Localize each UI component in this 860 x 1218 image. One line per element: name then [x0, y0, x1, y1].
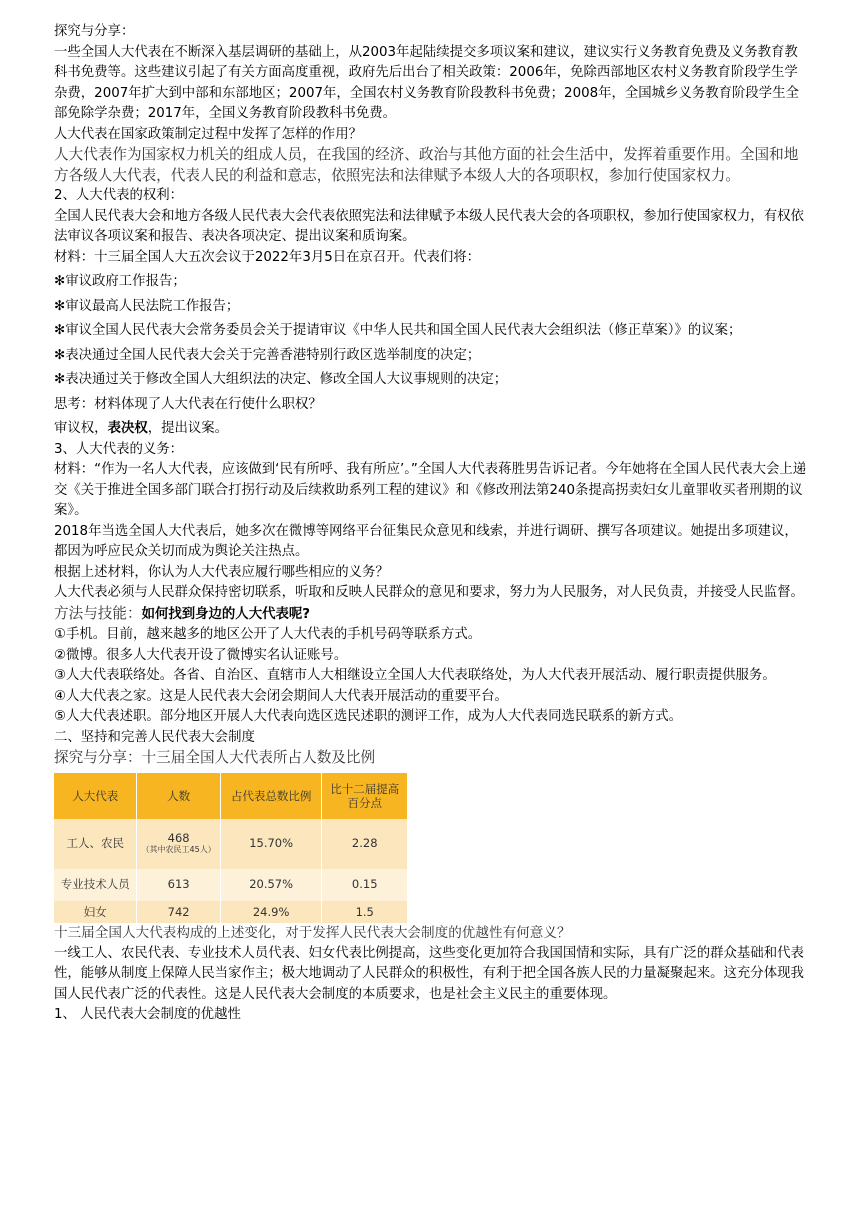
section-two-heading: 二、坚持和完善人民代表大会制度 — [54, 729, 255, 745]
methods-heading — [54, 604, 810, 626]
advantages-subheading: 1、 人民代表大会制度的优越性 — [54, 1007, 241, 1022]
duties-question: 根据上述材料，你认为人大代表应履行哪些相应的义务？ — [54, 564, 389, 580]
methods-label: 方法与技能： — [54, 604, 142, 622]
column-header: 人数 — [137, 773, 220, 819]
duties-heading: 3、人大代表的义务： — [54, 441, 184, 457]
cell-increase: 2.28 — [322, 819, 408, 869]
cell-count — [137, 819, 220, 869]
cell-ratio: 15.70% — [220, 819, 322, 869]
representatives-table — [54, 773, 408, 924]
cell-increase: 0.15 — [322, 869, 408, 901]
cell-count: 742 — [137, 901, 220, 924]
agenda-item: ✻表决通过全国人民代表大会关于完善香港特别行政区选举制度的决定； — [54, 347, 481, 363]
table-row — [54, 901, 408, 924]
cell-name: 工人、农民 — [54, 819, 137, 869]
table-caption: 探究与分享：十三届全国人大代表所占人数及比例 — [54, 749, 376, 766]
role-answer: 人大代表作为国家权力机关的组成人员，在我国的经济、政治与其他方面的社会生活中，发挥着重要作用。全国和地方各级人大代表，代表人民的利益和意志，依照宪法和法律赋予本级人大的各项职权，参加行使国家权力。 — [54, 146, 799, 184]
method-item: ③人大代表联络处。各省、自治区、直辖市人大相继设立全国人大代表联络处，为人大代表开展活动、履行职责提供服务。 — [54, 668, 776, 683]
composition-question: 十三届全国人大代表构成的上述变化，对于发挥人民代表大会制度的优越性有何意义？ — [54, 925, 571, 941]
count-note: （其中农民工45人） — [141, 845, 216, 854]
rights-answer — [54, 419, 810, 440]
method-item: ⑤人大代表述职。部分地区开展人大代表向选区选民述职的测评工作，成为人大代表同选民联系的新方式。 — [54, 709, 682, 724]
agenda-item: ✻审议全国人民代表大会常务委员会关于提请审议《中华人民共和国全国人民代表大会组织法（修正草案）》的议案； — [54, 323, 742, 338]
duties-answer: 人大代表必须与人民群众保持密切联系，听取和反映人民群众的意见和要求，努力为人民服务，对人民负责，并接受人民监督。 — [54, 585, 804, 600]
duties-paragraph: 2018年当选全国人大代表后，她多次在微博等网络平台征集民众意见和线索，并进行调研、撰写各项建议。她提出多项建议，都因为呼应民众关切而成为舆论关注热点。 — [54, 523, 798, 559]
answer-part: 审议权， — [54, 421, 108, 436]
agenda-item: ✻审议政府工作报告； — [54, 274, 186, 289]
think-question: 思考：材料体现了人大代表在行使什么职权？ — [54, 396, 322, 412]
education-policy-paragraph: 一些全国人大代表在不断深入基层调研的基础上，从2003年起陆续提交多项议案和建议，建议实行义务教育免费及义务教育教科书免费等。这些建议引起了有关方面高度重视，政府先后出台了相关政策：2006年，免除西部地区农村义务教育阶段学生学杂费，2007年扩大到中部和东部地区；2007年，全国农村义务教育阶段教科书免费；2008年，全国城乡义务教育阶段学生全部免除学杂费；2017年，全国义务教育阶段教科书免费。 — [54, 44, 799, 121]
npc-session-material: 材料：十三届全国人大五次会议于2022年3月5日在京召开。代表们将： — [54, 249, 481, 265]
composition-answer: 一线工人、农民代表、专业技术人员代表、妇女代表比例提高，这些变化更加符合我国国情和实际，具有广泛的群众基础和代表性，能够从制度上保障人民当家作主；极大地调动了人民群众的积极性，有利于把全国各族人民的力量凝聚起来。这充分体现我国人民代表广泛的代表性。这是人民代表大会制度的本质要求，也是社会主义民主的重要体现。 — [54, 945, 804, 1002]
role-question: 人大代表在国家政策制定过程中发挥了怎样的作用？ — [54, 126, 362, 142]
table-header-row — [54, 773, 408, 819]
answer-emphasis: 表决权 — [107, 421, 148, 436]
cell-count: 613 — [137, 869, 220, 901]
count-value: 468 — [167, 831, 190, 845]
method-item: ②微博。很多人大代表开设了微博实名认证账号。 — [54, 647, 348, 663]
rights-paragraph: 全国人民代表大会和地方各级人民代表大会代表依照宪法和法律赋予本级人民代表大会的各项职权，参加行使国家权力，有权依法审议各项议案和报告、表决各项决定、提出议案和质询案。 — [54, 208, 804, 244]
cell-ratio: 20.57% — [220, 869, 322, 901]
column-header: 人大代表 — [54, 773, 137, 819]
column-header: 占代表总数比例 — [220, 773, 322, 819]
column-header: 比十二届提高百分点 — [322, 773, 408, 819]
duties-material: 材料：“作为一名人大代表，应该做到‘民有所呼、我有所应’。”全国人大代表蒋胜男告诉记者。今年她将在全国人民代表大会上递交《关于推进全国多部门联合打拐行动及后续救助系列工程的建议》和《修改刑法第240条提高拐卖妇女儿童罪收买者刑期的议案》。 — [54, 462, 807, 518]
table-row — [54, 819, 408, 869]
cell-name: 专业技术人员 — [54, 869, 137, 901]
method-item: ④人大代表之家。这是人民代表大会闭会期间人大代表开展活动的重要平台。 — [54, 688, 508, 704]
method-item: ①手机。目前，越来越多的地区公开了人大代表的手机号码等联系方式。 — [54, 627, 482, 642]
cell-increase: 1.5 — [322, 901, 408, 924]
cell-ratio: 24.9% — [220, 901, 322, 924]
table-row — [54, 869, 408, 901]
rights-heading: 2、人大代表的权利： — [54, 188, 184, 203]
explore-share-heading: 探究与分享： — [54, 24, 135, 39]
agenda-item: ✻表决通过关于修改全国人大组织法的决定、修改全国人大议事规则的决定； — [54, 372, 508, 387]
cell-name: 妇女 — [54, 901, 137, 924]
agenda-item: ✻审议最高人民法院工作报告； — [54, 298, 240, 314]
methods-title: 如何找到身边的人大代表呢? — [141, 606, 311, 622]
answer-part: ，提出议案。 — [147, 421, 229, 436]
